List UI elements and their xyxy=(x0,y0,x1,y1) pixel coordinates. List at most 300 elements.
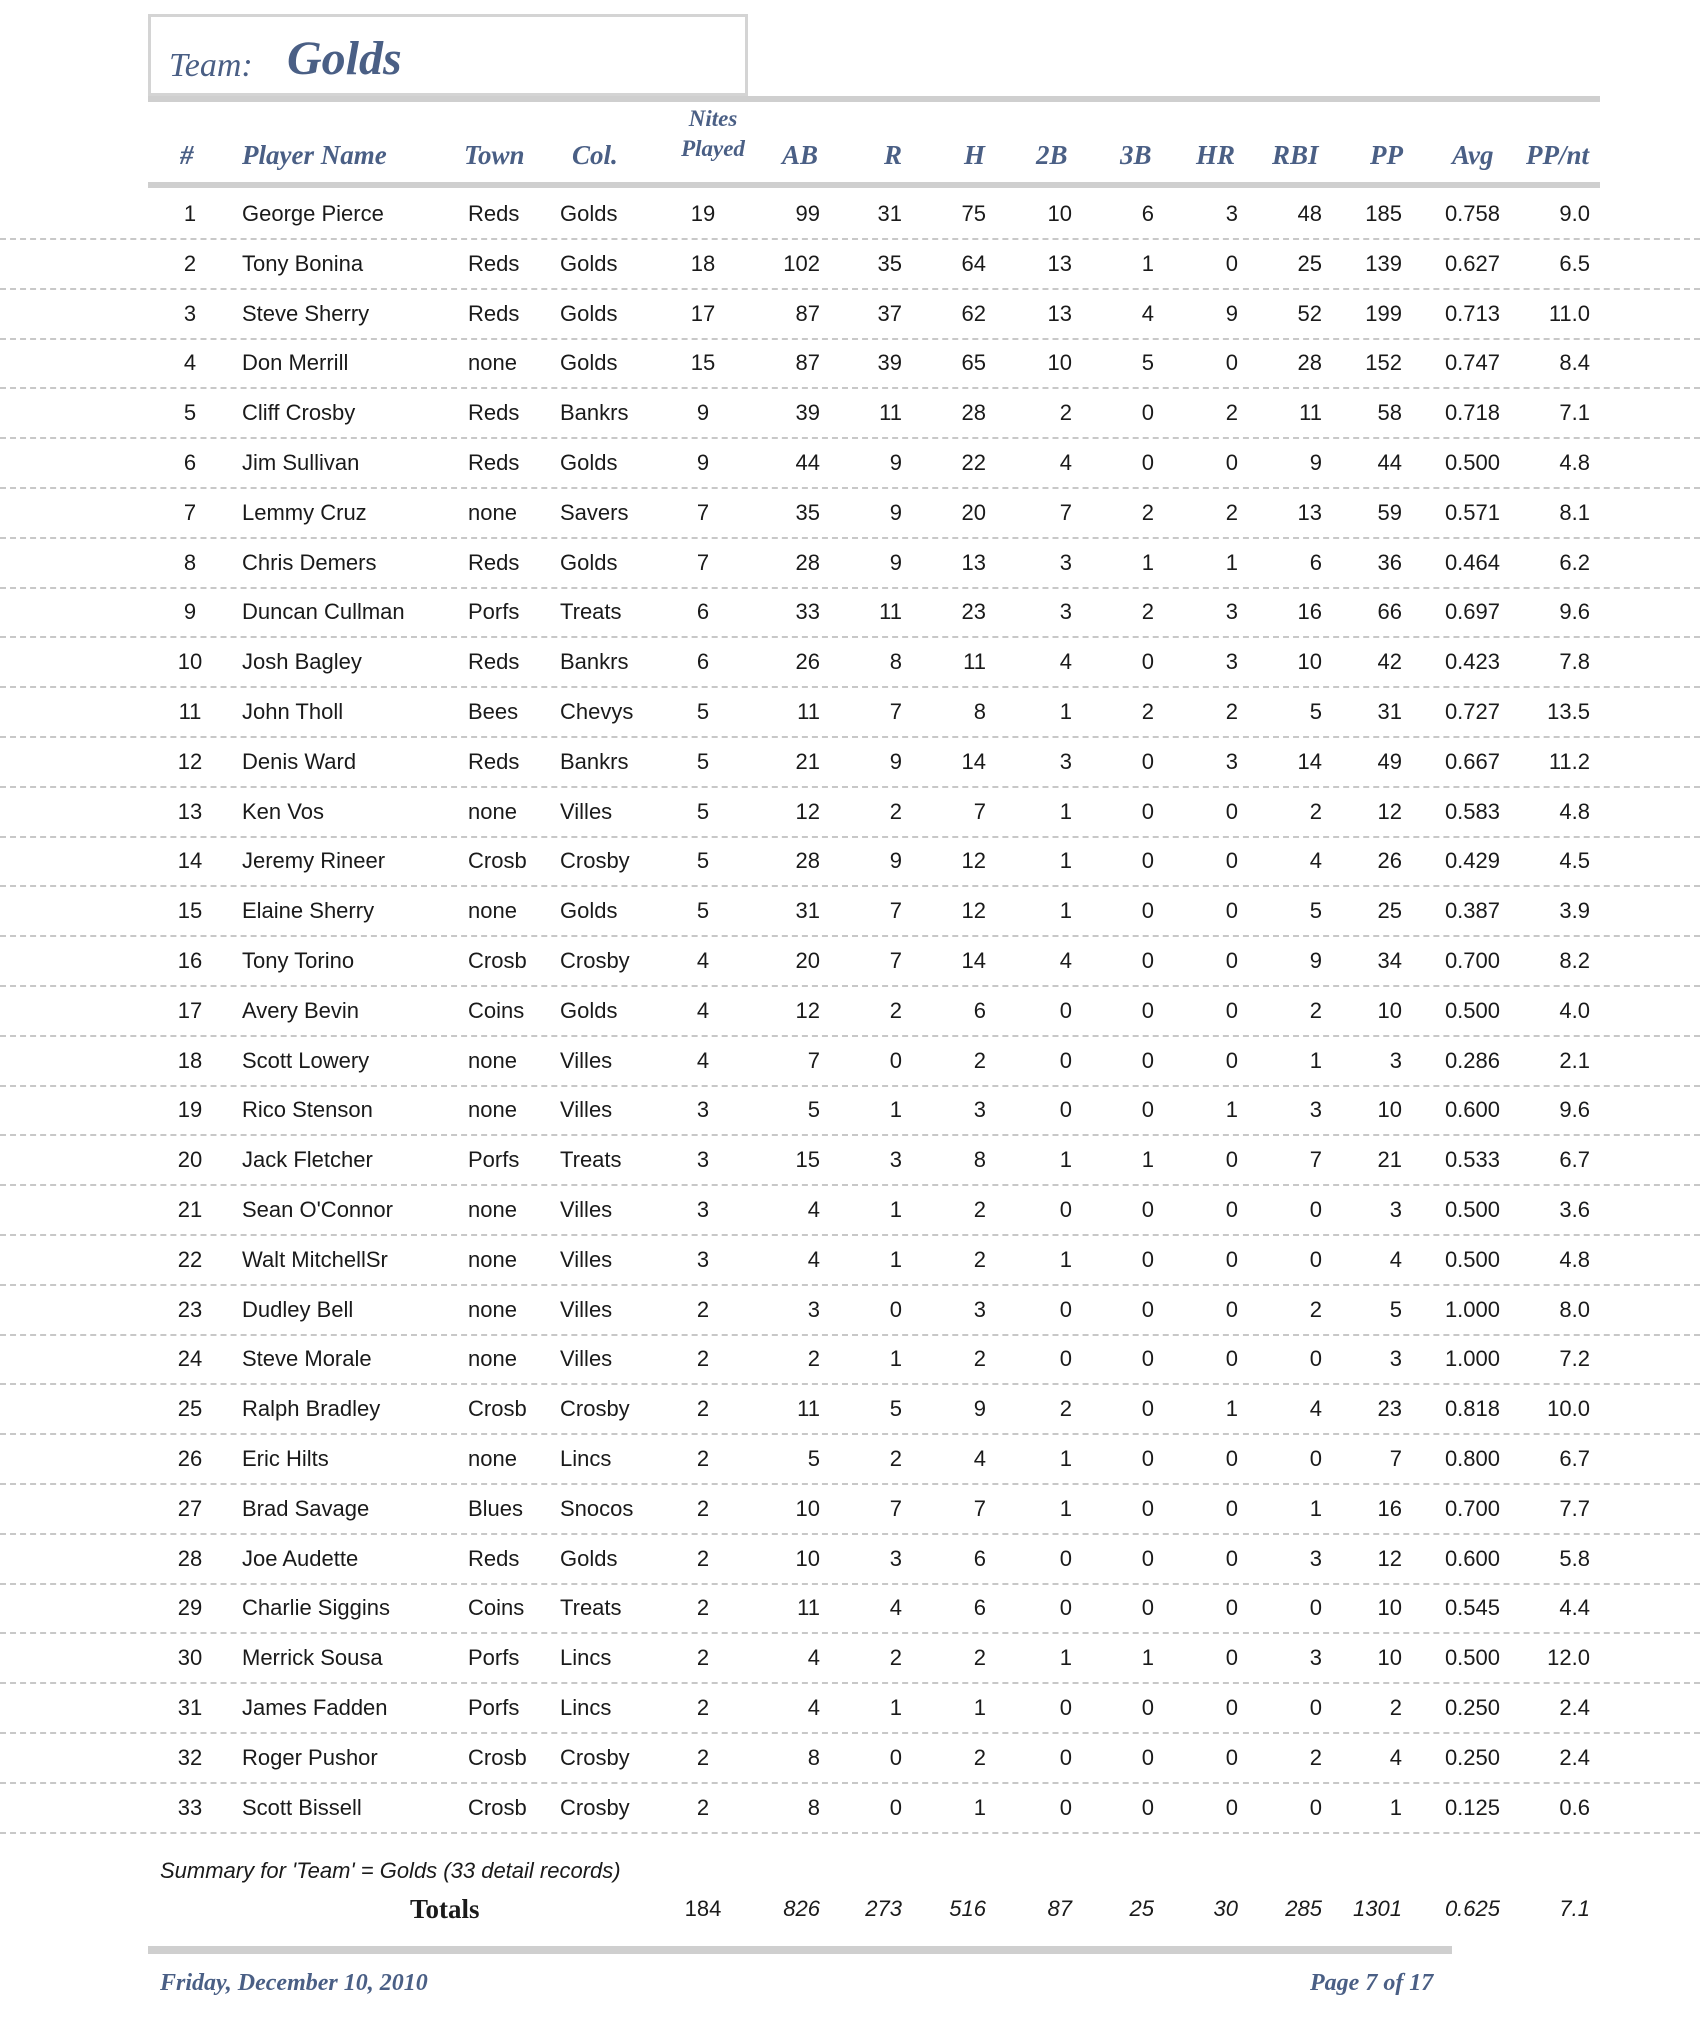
cell-hr: 0 xyxy=(1225,1645,1238,1671)
cell-r: 7 xyxy=(889,948,902,973)
cell-avg: 0.423 xyxy=(1444,649,1500,675)
cell-ppnt: 2.4 xyxy=(1559,1695,1590,1720)
cell-player: James Fadden xyxy=(242,1695,388,1720)
cell-hr: 3 xyxy=(1225,748,1238,774)
cell-ab: 8 xyxy=(807,1794,820,1820)
cell-town: Reds xyxy=(468,549,520,575)
cell-2b: 1 xyxy=(1059,1645,1072,1671)
cell-hr: 3 xyxy=(1225,599,1238,625)
cell-h: 11 xyxy=(963,649,986,675)
cell-h: 12 xyxy=(961,848,986,874)
cell-rbi: 2 xyxy=(1309,798,1322,824)
cell-ppnt: 11.2 xyxy=(1548,748,1590,774)
cell-rbi: 4 xyxy=(1309,848,1322,874)
cell-r: 0 xyxy=(889,1047,902,1073)
table-row xyxy=(0,1684,1700,1734)
cell-num: 14 xyxy=(177,848,203,874)
cell-2b: 3 xyxy=(1059,748,1072,774)
cell-avg: 0.627 xyxy=(1444,250,1500,276)
cell-avg: 0.250 xyxy=(1444,1695,1500,1720)
cell-avg: 0.600 xyxy=(1444,1545,1500,1571)
table-row xyxy=(0,1335,1700,1385)
cell-ab: 87 xyxy=(795,350,820,376)
cell-town: Reds xyxy=(468,201,520,226)
cell-player: Charlie Siggins xyxy=(242,1595,390,1621)
cell-h: 64 xyxy=(961,250,986,276)
cell-num: 10 xyxy=(177,649,203,675)
cell-nites: 6 xyxy=(696,649,710,675)
cell-player: Tony Bonina xyxy=(242,250,364,276)
cell-ppnt: 13.5 xyxy=(1547,699,1590,724)
cell-ppnt: 8.4 xyxy=(1559,350,1590,376)
cell-hr: 0 xyxy=(1225,1794,1238,1820)
cell-nites: 2 xyxy=(696,1595,710,1621)
cell-ppnt: 3.6 xyxy=(1559,1197,1590,1222)
cell-rbi: 2 xyxy=(1309,997,1322,1023)
cell-h: 75 xyxy=(961,201,986,226)
cell-avg: 0.600 xyxy=(1444,1097,1500,1123)
cell-r: 11 xyxy=(879,400,902,426)
cell-player: Joe Audette xyxy=(242,1545,359,1571)
total-h: 516 xyxy=(949,1896,986,1921)
cell-3b: 0 xyxy=(1141,798,1154,824)
cell-3b: 0 xyxy=(1141,898,1154,924)
cell-town: none xyxy=(468,798,517,824)
cell-avg: 0.700 xyxy=(1444,1495,1500,1521)
cell-h: 6 xyxy=(973,1595,986,1621)
cell-3b: 4 xyxy=(1141,300,1154,326)
cell-hr: 0 xyxy=(1225,948,1238,973)
cell-r: 11 xyxy=(879,599,902,625)
cell-avg: 0.500 xyxy=(1444,997,1500,1023)
cell-player: Elaine Sherry xyxy=(242,898,375,924)
cell-ab: 10 xyxy=(795,1545,820,1571)
cell-ab: 28 xyxy=(795,848,820,874)
cell-pp: 25 xyxy=(1377,898,1402,924)
cell-h: 3 xyxy=(973,1097,986,1123)
cell-rbi: 0 xyxy=(1309,1246,1322,1272)
cell-2b: 0 xyxy=(1059,997,1072,1023)
cell-rbi: 52 xyxy=(1297,300,1322,326)
cell-avg: 0.571 xyxy=(1444,499,1500,525)
cell-ppnt: 4.8 xyxy=(1559,1246,1590,1272)
cell-ab: 5 xyxy=(807,1097,820,1123)
cell-town: none xyxy=(468,1246,517,1272)
cell-pp: 23 xyxy=(1377,1396,1402,1422)
cell-col: Lincs xyxy=(560,1645,612,1671)
cell-pp: 3 xyxy=(1389,1047,1402,1073)
cell-player: Chris Demers xyxy=(242,549,377,575)
cell-col: Snocos xyxy=(560,1495,634,1521)
cell-avg: 0.500 xyxy=(1444,1246,1500,1272)
cell-r: 2 xyxy=(889,1446,902,1471)
cell-town: none xyxy=(468,1346,517,1372)
cell-avg: 0.286 xyxy=(1444,1047,1500,1073)
cell-r: 9 xyxy=(889,499,902,525)
cell-num: 29 xyxy=(177,1595,203,1621)
cell-3b: 1 xyxy=(1141,549,1154,575)
table-row xyxy=(0,738,1700,788)
table-row xyxy=(0,588,1700,638)
cell-num: 7 xyxy=(183,499,197,525)
header-3b: 3B xyxy=(1120,140,1152,170)
cell-hr: 0 xyxy=(1225,1147,1238,1173)
cell-ab: 31 xyxy=(795,898,820,924)
table-row xyxy=(0,788,1700,838)
cell-rbi: 11 xyxy=(1299,400,1322,426)
cell-2b: 2 xyxy=(1059,1396,1072,1422)
cell-avg: 0.387 xyxy=(1444,898,1500,924)
table-row xyxy=(0,190,1700,240)
cell-player: Jeremy Rineer xyxy=(242,848,386,874)
cell-nites: 3 xyxy=(696,1097,710,1123)
cell-col: Golds xyxy=(560,450,618,475)
cell-3b: 2 xyxy=(1141,599,1154,625)
cell-col: Villes xyxy=(560,1346,613,1372)
cell-ppnt: 8.1 xyxy=(1559,499,1590,525)
cell-player: Cliff Crosby xyxy=(242,400,356,426)
cell-nites: 9 xyxy=(696,450,710,475)
cell-num: 19 xyxy=(177,1097,203,1123)
cell-town: none xyxy=(468,1097,517,1123)
cell-ppnt: 4.8 xyxy=(1559,450,1590,475)
cell-ab: 4 xyxy=(807,1645,820,1671)
cell-col: Golds xyxy=(560,898,618,924)
cell-ab: 33 xyxy=(795,599,820,625)
cell-avg: 0.250 xyxy=(1444,1744,1500,1770)
cell-rbi: 9 xyxy=(1309,948,1322,973)
cell-3b: 0 xyxy=(1141,948,1154,973)
cell-ppnt: 4.8 xyxy=(1559,798,1590,824)
team-name: Golds xyxy=(287,32,402,85)
cell-h: 2 xyxy=(973,1645,986,1671)
cell-3b: 0 xyxy=(1141,1545,1154,1571)
cell-town: none xyxy=(468,499,517,525)
cell-2b: 0 xyxy=(1059,1296,1072,1322)
footer-page: Page 7 of 17 xyxy=(1310,1970,1434,1996)
cell-rbi: 13 xyxy=(1297,499,1322,525)
cell-3b: 5 xyxy=(1141,350,1154,376)
cell-2b: 3 xyxy=(1059,549,1072,575)
total-ppnt: 7.1 xyxy=(1559,1896,1590,1921)
cell-rbi: 25 xyxy=(1297,250,1322,276)
cell-pp: 36 xyxy=(1377,549,1402,575)
cell-ppnt: 2.1 xyxy=(1559,1047,1590,1073)
cell-col: Treats xyxy=(560,599,622,625)
cell-town: none xyxy=(468,350,517,376)
totals-label: Totals xyxy=(410,1894,480,1924)
cell-2b: 4 xyxy=(1059,450,1072,475)
cell-hr: 0 xyxy=(1225,250,1238,276)
cell-r: 37 xyxy=(877,300,902,326)
cell-nites: 4 xyxy=(696,1047,710,1073)
cell-2b: 2 xyxy=(1059,400,1072,426)
cell-player: Lemmy Cruz xyxy=(242,499,367,525)
cell-2b: 1 xyxy=(1059,1495,1072,1521)
cell-num: 2 xyxy=(183,250,197,276)
cell-3b: 0 xyxy=(1141,1097,1154,1123)
cell-3b: 0 xyxy=(1141,450,1154,475)
cell-hr: 0 xyxy=(1225,1744,1238,1770)
cell-col: Treats xyxy=(560,1595,622,1621)
cell-avg: 0.700 xyxy=(1444,948,1500,973)
header-avg: Avg xyxy=(1452,140,1494,170)
cell-rbi: 1 xyxy=(1309,1495,1322,1521)
cell-town: none xyxy=(468,1047,517,1073)
cell-num: 17 xyxy=(177,997,203,1023)
table-row xyxy=(0,1136,1700,1186)
cell-hr: 9 xyxy=(1225,300,1238,326)
cell-num: 28 xyxy=(177,1545,203,1571)
cell-player: Scott Lowery xyxy=(242,1047,370,1073)
cell-nites: 19 xyxy=(690,201,716,226)
cell-hr: 0 xyxy=(1225,1495,1238,1521)
cell-3b: 0 xyxy=(1141,997,1154,1023)
total-avg: 0.625 xyxy=(1444,1896,1500,1921)
cell-town: Porfs xyxy=(468,1645,520,1671)
cell-3b: 0 xyxy=(1141,1296,1154,1322)
cell-pp: 21 xyxy=(1377,1147,1402,1173)
cell-rbi: 9 xyxy=(1309,450,1322,475)
cell-h: 1 xyxy=(973,1695,986,1720)
cell-h: 7 xyxy=(973,798,986,824)
cell-num: 12 xyxy=(177,748,203,774)
cell-num: 24 xyxy=(177,1346,203,1372)
cell-ab: 11 xyxy=(797,1595,820,1621)
cell-nites: 9 xyxy=(696,400,710,426)
cell-num: 20 xyxy=(177,1147,203,1173)
total-3b: 25 xyxy=(1129,1896,1154,1921)
cell-r: 7 xyxy=(889,1495,902,1521)
cell-col: Golds xyxy=(560,250,618,276)
cell-r: 1 xyxy=(889,1246,902,1272)
cell-2b: 7 xyxy=(1059,499,1072,525)
cell-nites: 3 xyxy=(696,1246,710,1272)
cell-town: Porfs xyxy=(468,1695,520,1720)
table-header xyxy=(0,100,1700,186)
cell-3b: 0 xyxy=(1141,1595,1154,1621)
cell-col: Crosby xyxy=(560,848,630,874)
cell-h: 13 xyxy=(961,549,986,575)
cell-ppnt: 8.2 xyxy=(1559,948,1590,973)
cell-avg: 0.545 xyxy=(1444,1595,1500,1621)
cell-ppnt: 9.0 xyxy=(1559,201,1590,226)
cell-avg: 0.583 xyxy=(1444,798,1500,824)
cell-ab: 102 xyxy=(783,250,820,276)
cell-rbi: 3 xyxy=(1309,1097,1322,1123)
cell-pp: 7 xyxy=(1389,1446,1402,1471)
cell-hr: 0 xyxy=(1225,1695,1238,1720)
cell-2b: 1 xyxy=(1059,1446,1072,1471)
cell-ppnt: 11.0 xyxy=(1548,300,1590,326)
cell-ab: 44 xyxy=(795,450,820,475)
cell-rbi: 14 xyxy=(1297,748,1322,774)
cell-3b: 0 xyxy=(1141,400,1154,426)
table-row xyxy=(0,1734,1700,1784)
cell-r: 2 xyxy=(889,798,902,824)
cell-nites: 7 xyxy=(696,549,710,575)
cell-pp: 10 xyxy=(1377,997,1402,1023)
cell-rbi: 5 xyxy=(1309,898,1322,924)
cell-nites: 5 xyxy=(696,699,710,724)
cell-h: 8 xyxy=(973,699,986,724)
cell-avg: 0.713 xyxy=(1444,300,1500,326)
team-label: Team: xyxy=(169,47,253,84)
cell-nites: 5 xyxy=(696,798,710,824)
cell-player: Rico Stenson xyxy=(242,1097,373,1123)
cell-town: Reds xyxy=(468,300,520,326)
table-row xyxy=(0,1584,1700,1634)
cell-nites: 18 xyxy=(690,250,716,276)
cell-col: Chevys xyxy=(560,699,634,724)
cell-town: Bees xyxy=(468,699,519,724)
header-town: Town xyxy=(464,140,525,170)
cell-2b: 0 xyxy=(1059,1545,1072,1571)
cell-ab: 28 xyxy=(795,549,820,575)
cell-avg: 1.000 xyxy=(1444,1346,1500,1372)
cell-h: 6 xyxy=(973,1545,986,1571)
cell-num: 9 xyxy=(183,599,197,625)
cell-num: 23 xyxy=(177,1296,203,1322)
cell-hr: 0 xyxy=(1225,450,1238,475)
cell-num: 32 xyxy=(177,1744,203,1770)
cell-h: 2 xyxy=(973,1744,986,1770)
cell-town: Reds xyxy=(468,450,520,475)
total-r: 273 xyxy=(865,1896,902,1921)
cell-player: Eric Hilts xyxy=(242,1446,329,1471)
cell-rbi: 48 xyxy=(1297,201,1322,226)
cell-ab: 21 xyxy=(795,748,820,774)
cell-3b: 0 xyxy=(1141,1744,1154,1770)
cell-rbi: 7 xyxy=(1309,1147,1322,1173)
header-ppnt: PP/nt xyxy=(1526,140,1590,170)
table-row xyxy=(0,1086,1700,1136)
cell-col: Golds xyxy=(560,997,618,1023)
cell-pp: 49 xyxy=(1377,748,1402,774)
table-row xyxy=(0,638,1700,688)
cell-3b: 0 xyxy=(1141,848,1154,874)
cell-hr: 2 xyxy=(1225,699,1238,724)
cell-rbi: 2 xyxy=(1309,1744,1322,1770)
total-ab: 826 xyxy=(783,1896,820,1921)
cell-avg: 0.500 xyxy=(1444,1645,1500,1671)
cell-r: 1 xyxy=(889,1346,902,1372)
cell-col: Lincs xyxy=(560,1446,612,1471)
table-row xyxy=(0,1435,1700,1485)
cell-ab: 12 xyxy=(795,997,820,1023)
cell-player: Jack Fletcher xyxy=(242,1147,373,1173)
cell-3b: 0 xyxy=(1141,1047,1154,1073)
cell-nites: 2 xyxy=(696,1446,710,1471)
cell-ppnt: 6.2 xyxy=(1559,549,1590,575)
cell-3b: 0 xyxy=(1141,1246,1154,1272)
cell-3b: 1 xyxy=(1141,1147,1154,1173)
cell-num: 15 xyxy=(177,898,203,924)
cell-r: 7 xyxy=(889,898,902,924)
cell-ab: 2 xyxy=(807,1346,820,1372)
cell-ppnt: 4.4 xyxy=(1559,1595,1590,1621)
cell-3b: 0 xyxy=(1141,1695,1154,1720)
cell-ppnt: 6.7 xyxy=(1559,1446,1590,1471)
header-player: Player Name xyxy=(242,140,387,170)
cell-col: Crosby xyxy=(560,1744,630,1770)
cell-2b: 1 xyxy=(1059,798,1072,824)
table-row xyxy=(0,389,1700,439)
cell-num: 25 xyxy=(177,1396,203,1422)
cell-ab: 4 xyxy=(807,1695,820,1720)
cell-ab: 7 xyxy=(807,1047,820,1073)
cell-r: 4 xyxy=(889,1595,902,1621)
cell-num: 16 xyxy=(177,948,203,973)
table-row xyxy=(0,937,1700,987)
total-rbi: 285 xyxy=(1285,1896,1322,1921)
cell-rbi: 0 xyxy=(1309,1595,1322,1621)
cell-avg: 0.500 xyxy=(1444,450,1500,475)
cell-nites: 2 xyxy=(696,1396,710,1422)
cell-town: none xyxy=(468,1446,517,1471)
cell-num: 13 xyxy=(177,798,203,824)
cell-town: Crosb xyxy=(468,1794,527,1820)
cell-hr: 0 xyxy=(1225,798,1238,824)
cell-ppnt: 10.0 xyxy=(1547,1396,1590,1422)
total-hr: 30 xyxy=(1213,1896,1238,1921)
cell-r: 0 xyxy=(889,1296,902,1322)
cell-3b: 6 xyxy=(1141,201,1154,226)
cell-pp: 26 xyxy=(1377,848,1402,874)
header-h: H xyxy=(964,140,986,170)
total-2b: 87 xyxy=(1047,1896,1072,1921)
cell-rbi: 28 xyxy=(1297,350,1322,376)
cell-player: George Pierce xyxy=(242,201,384,226)
cell-col: Golds xyxy=(560,1545,618,1571)
cell-rbi: 10 xyxy=(1297,649,1322,675)
header-nites-2: Played xyxy=(681,136,745,161)
cell-rbi: 3 xyxy=(1309,1645,1322,1671)
cell-ab: 20 xyxy=(795,948,820,973)
cell-h: 20 xyxy=(961,499,986,525)
cell-player: Roger Pushor xyxy=(242,1744,378,1770)
cell-3b: 1 xyxy=(1141,1645,1154,1671)
cell-pp: 59 xyxy=(1377,499,1402,525)
cell-3b: 0 xyxy=(1141,748,1154,774)
cell-avg: 0.727 xyxy=(1444,699,1500,724)
cell-col: Golds xyxy=(560,549,618,575)
cell-2b: 1 xyxy=(1059,699,1072,724)
cell-nites: 2 xyxy=(696,1744,710,1770)
cell-pp: 1 xyxy=(1389,1794,1402,1820)
cell-col: Bankrs xyxy=(560,649,629,675)
cell-rbi: 16 xyxy=(1297,599,1322,625)
cell-nites: 2 xyxy=(696,1645,710,1671)
cell-pp: 66 xyxy=(1377,599,1402,625)
cell-2b: 10 xyxy=(1047,201,1072,226)
cell-avg: 0.758 xyxy=(1444,201,1500,226)
cell-2b: 0 xyxy=(1059,1097,1072,1123)
cell-r: 9 xyxy=(889,748,902,774)
cell-3b: 0 xyxy=(1141,1446,1154,1471)
cell-ppnt: 4.5 xyxy=(1559,848,1590,874)
cell-r: 31 xyxy=(877,201,902,226)
cell-player: Don Merrill xyxy=(242,350,349,376)
cell-ppnt: 7.7 xyxy=(1559,1495,1590,1521)
cell-h: 23 xyxy=(961,599,986,625)
team-title-box xyxy=(148,14,748,96)
cell-r: 39 xyxy=(877,350,902,376)
cell-avg: 0.818 xyxy=(1444,1396,1500,1422)
cell-avg: 0.800 xyxy=(1444,1446,1500,1471)
cell-pp: 44 xyxy=(1377,450,1402,475)
cell-nites: 4 xyxy=(696,997,710,1023)
